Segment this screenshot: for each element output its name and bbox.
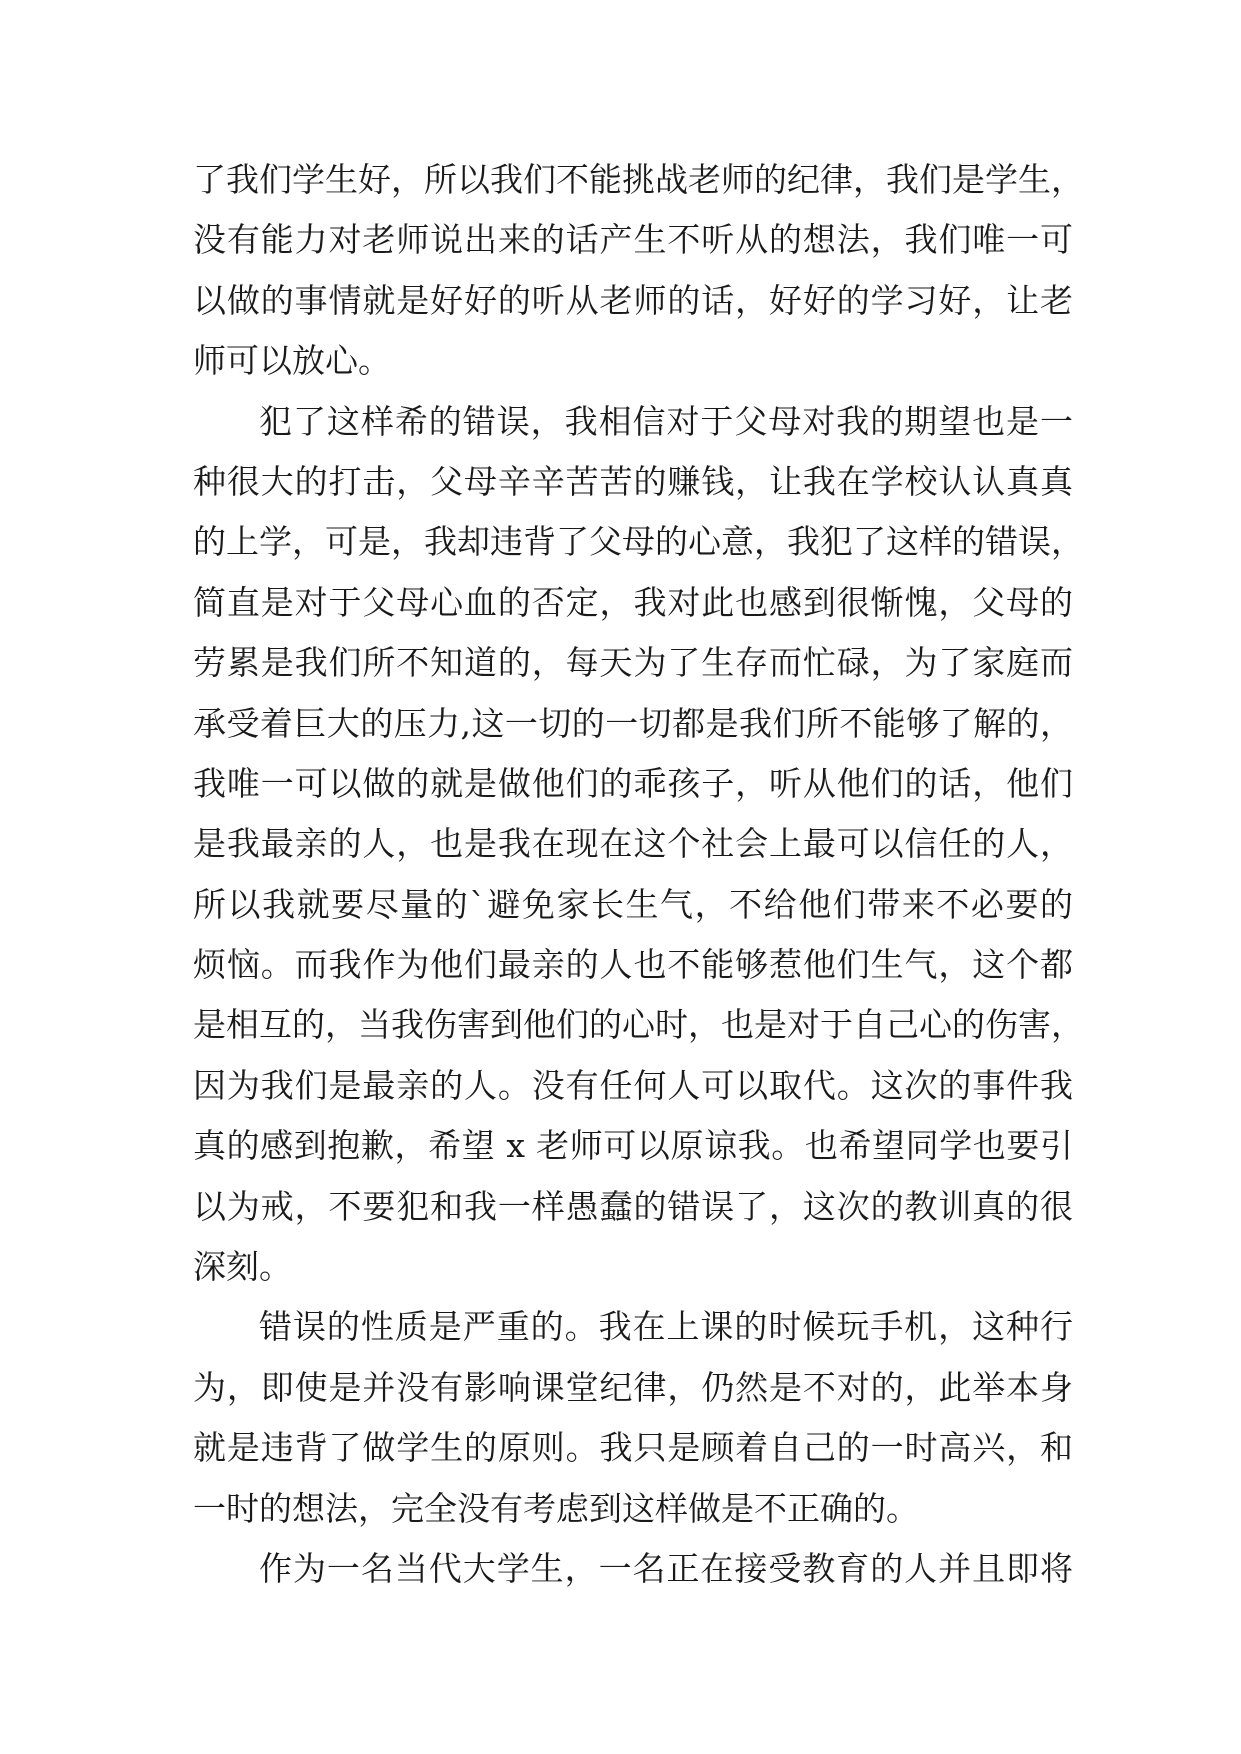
- text-line: 烦恼。而我作为他们最亲的人也不能够惹他们生气，这个都: [193, 945, 1073, 985]
- text-line: 所以我就要尽量的`避免家长生气，不给他们带来不必要的: [193, 884, 1073, 924]
- text-line: 以做的事情就是好好的听从老师的话，好好的学习好，让老: [193, 280, 1073, 320]
- document-body: [193, 150, 1084, 1599]
- text-line: 是相互的，当我伤害到他们的心时，也是对于自己心的伤害，: [193, 1005, 1084, 1045]
- text-line: 一时的想法，完全没有考虑到这样做是不正确的。: [193, 1488, 919, 1528]
- text-line: 了我们学生好，所以我们不能挑战老师的纪律，我们是学生，: [193, 160, 1084, 199]
- text-line: 是我最亲的人，也是我在现在这个社会上最可以信任的人，: [193, 824, 1073, 864]
- text-line: 承受着巨大的压力,这一切的一切都是我们所不能够了解的，: [193, 703, 1073, 743]
- text-line: 为，即使是并没有影响课堂纪律，仍然是不对的，此举本身: [193, 1367, 1073, 1407]
- text-line: 错误的性质是严重的。我在上课的时候玩手机，这种行: [259, 1307, 1073, 1347]
- text-line: 以为戒，不要犯和我一样愚蠢的错误了，这次的教训真的很: [193, 1186, 1073, 1226]
- text-line: 的上学，可是，我却违背了父母的心意，我犯了这样的错误，: [193, 522, 1084, 562]
- text-line: 因为我们是最亲的人。没有任何人可以取代。这次的事件我: [193, 1065, 1073, 1105]
- text-line: 作为一名当代大学生，一名正在接受教育的人并且即将: [259, 1548, 1073, 1588]
- text-line: 我唯一可以做的就是做他们的乖孩子，听从他们的话，他们: [193, 763, 1073, 803]
- text-line: 就是违背了做学生的原则。我只是顾着自己的一时高兴，和: [193, 1428, 1073, 1468]
- text-line: 真的感到抱歉，希望 x 老师可以原谅我。也希望同学也要引: [193, 1126, 1073, 1166]
- text-line: 简直是对于父母心血的否定，我对此也感到很惭愧，父母的: [193, 582, 1073, 622]
- text-line: 犯了这样希的错误，我相信对于父母对我的期望也是一: [259, 401, 1073, 441]
- text-line: 没有能力对老师说出来的话产生不听从的想法，我们唯一可: [193, 220, 1073, 260]
- text-line: 种很大的打击，父母辛辛苦苦的赚钱，让我在学校认认真真: [193, 461, 1073, 501]
- text-line: 深刻。: [193, 1247, 292, 1287]
- paragraph: [193, 1297, 1073, 1539]
- paragraph: [193, 392, 1084, 1298]
- paragraph: [193, 1539, 1073, 1599]
- text-line: 劳累是我们所不知道的，每天为了生存而忙碌，为了家庭而: [193, 643, 1073, 683]
- text-line: 师可以放心。: [193, 341, 391, 381]
- paragraph: [193, 150, 1084, 392]
